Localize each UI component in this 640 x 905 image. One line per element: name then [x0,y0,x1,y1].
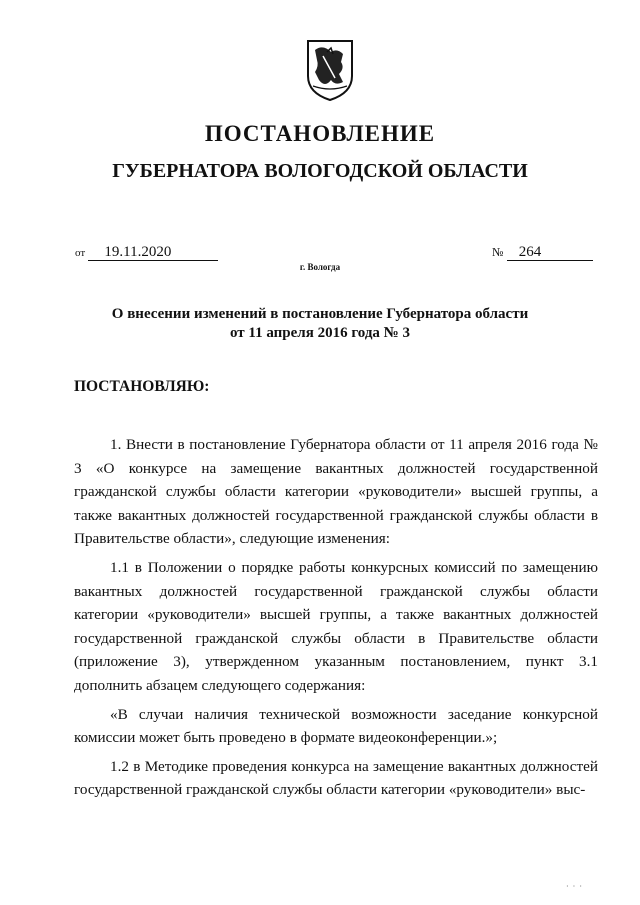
document-body [74,433,598,807]
document-subject [0,305,640,343]
paragraph: «В случаи наличия технической возможности заседание конкурсной комиссии может быть проведено в формате видеоконференции.»; [74,705,598,747]
page-mark: · · · [566,882,583,891]
document-title: ПОСТАНОВЛЕНИЕ [204,121,436,146]
document-issuer: ГУБЕРНАТОРА ВОЛОГОДСКОЙ ОБЛАСТИ [112,160,528,182]
paragraph: 1. Внести в постановление Губернатора области от 11 апреля 2016 года № 3 «О конкурсе на замещение вакантных должностей государственной гражданской службы области категории «руководители» высшей группы, а также вакантных должностей государственной гражданской службы области в Правительстве области», следующие изменения: [74,436,598,548]
subject-line-2: от 11 апреля 2016 года № 3 [230,325,410,341]
number-value: 264 [507,244,593,261]
subject-line-1: О внесении изменений в постановление Губернатора области [111,306,529,322]
paragraph: 1.2 в Методике проведения конкурса на замещение вакантных должностей государственной гражданской службы области категории «руководители» выс- [74,757,598,799]
decree-word: ПОСТАНОВЛЯЮ: [74,378,210,395]
document-number [492,244,593,261]
paragraph: 1.1 в Положении о порядке работы конкурсных комиссий по замещению вакантных должностей государственной гражданской службы области категории «руководители» высшей группы, а также вакантных должностей государственной гражданской службы области в Правительстве области (приложение 3), утвержденном указанным постановлением, пункт 3.1 дополнить абзацем следующего содержания: [74,558,598,694]
date-value: 19.11.2020 [88,244,218,261]
date-prefix: от [75,247,86,259]
number-prefix: № [492,245,504,259]
document-city: г. Вологда [299,262,341,272]
coat-of-arms-icon [305,38,355,102]
document-date [75,244,218,261]
